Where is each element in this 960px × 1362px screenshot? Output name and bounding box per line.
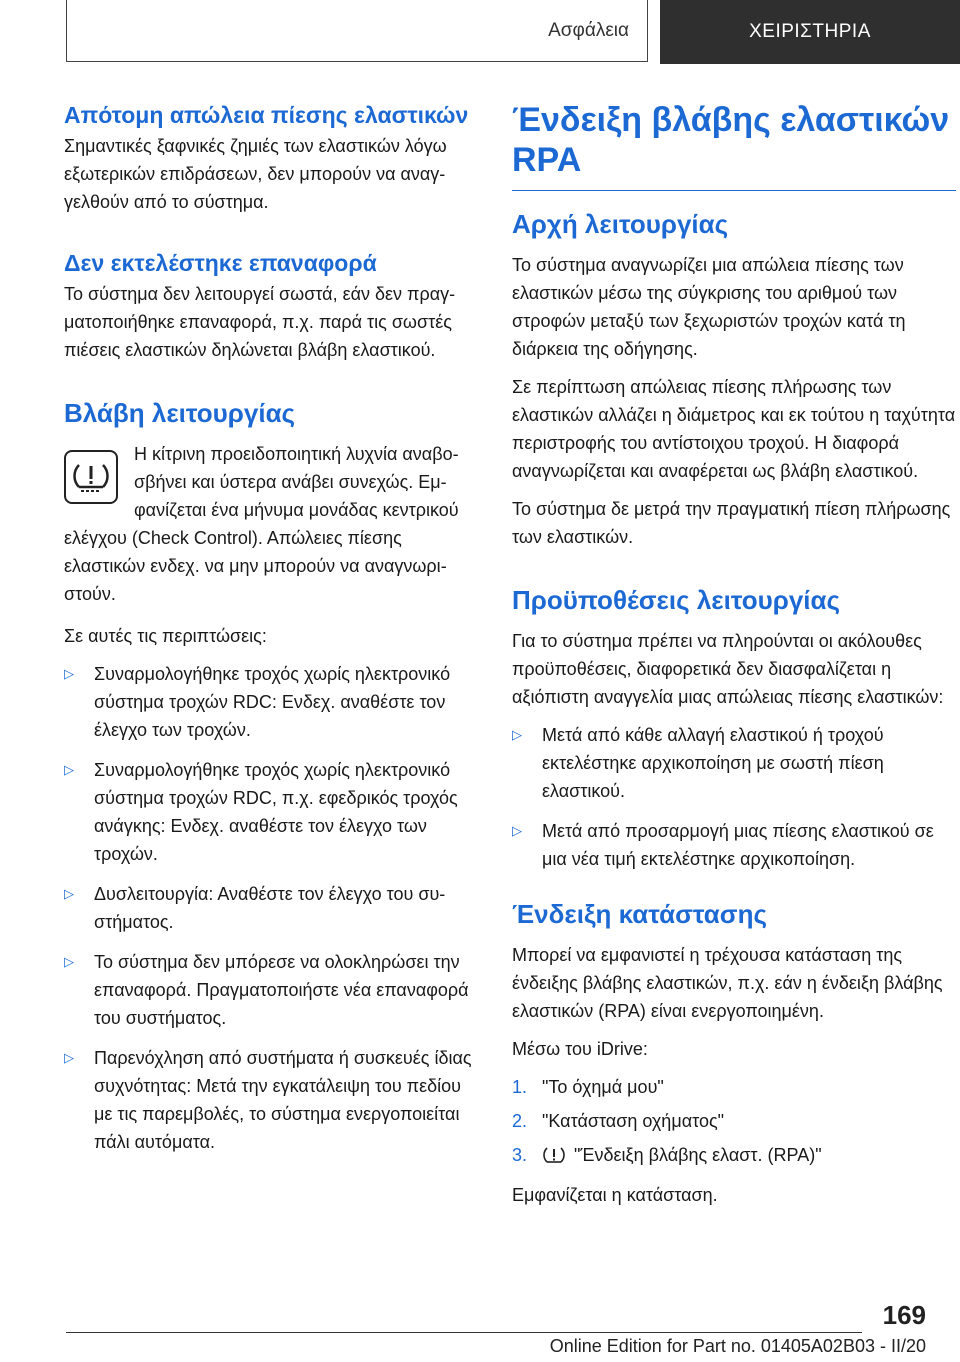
- warning-block: [64, 440, 476, 608]
- paragraph: Σε περίπτωση απώλειας πίεσης πλήρωσης των ελαστικών αλλάζει η διάμετρος και εκ τούτου η ταχύτητα περιστροφής του αντίστοιχου τροχού. Η διαφορά αναγνωρίζεται και αναφέρεται ως βλάβη ελαστικού.: [512, 377, 956, 481]
- heading-status-display: Ένδειξη κατάστασης: [512, 899, 767, 929]
- page-number: 169: [882, 1300, 926, 1330]
- triangle-bullet-icon: ▷: [64, 886, 74, 901]
- paragraph: Το σύστημα δε μετρά την πραγματική πίεση πλήρωσης των ελαστικών.: [512, 499, 951, 547]
- paragraph: Η κίτρινη προειδοποιητική λυχνία αναβοσβήνει και ύστερα ανάβει συνεχώς. Εμφανίζεται ένα μήνυμα μονάδας κεντρικού ελέγχου (Check Control). Απώλειες πίεσης ελαστικών ενδεχ. να μην μπορούν να αναγνωριστούν.: [64, 444, 459, 604]
- bullet-list: [512, 721, 956, 873]
- tire-pressure-warning-icon: [542, 1145, 566, 1173]
- footer-divider: [66, 1332, 862, 1333]
- paragraph: Το σύστημα δεν λειτουργεί σωστά, εάν δεν πραγματοποιήθηκε επαναφορά, π.χ. παρά τις σωστές πιέσεις ελαστικών δηλώνεται βλάβη ελαστικού.: [64, 284, 456, 360]
- right-column: [512, 100, 956, 1219]
- heading-no-reset: Δεν εκτελέστηκε επαναφορά: [64, 250, 377, 276]
- tire-pressure-warning-icon: [64, 450, 118, 504]
- list-item: 3. "Ένδειξη βλάβης ελαστ. (RPA)": [512, 1141, 956, 1173]
- list-item: ▷ Παρενόχληση από συστήματα ή συσκευές ίδιας συχνότητας: Μετά την εγκατάλειψη του πεδίου με τις παρεμβολές, το σύστημα ενεργοποιείται πάλι αυτόματα.: [64, 1044, 476, 1156]
- heading-conditions: Προϋποθέσεις λειτουργίας: [512, 585, 841, 615]
- triangle-bullet-icon: ▷: [64, 666, 74, 681]
- chapter-title: ΧΕΙΡΙΣΤΗΡΙΑ: [660, 0, 960, 64]
- heading-principle: Αρχή λειτουργίας: [512, 209, 729, 239]
- list-item: ▷ Το σύστημα δεν μπόρεσε να ολοκληρώσει την επαναφορά. Πραγματοποιήστε νέα επαναφορά του συστήματος.: [64, 948, 476, 1032]
- left-column: [64, 100, 476, 1168]
- list-item: ▷ Μετά από κάθε αλλαγή ελαστικού ή τροχού εκτελέστηκε αρχικοποίηση με σωστή πίεση ελαστικού.: [512, 721, 956, 805]
- list-item: 2. "Κατάσταση οχήματος": [512, 1111, 725, 1131]
- triangle-bullet-icon: ▷: [64, 954, 74, 969]
- page-header: [66, 0, 960, 64]
- list-item: ▷ Μετά από προσαρμογή μιας πίεσης ελαστικού σε μια νέα τιμή εκτελέστηκε αρχικοποίηση.: [512, 817, 956, 873]
- divider: [512, 190, 956, 191]
- triangle-bullet-icon: ▷: [512, 727, 522, 742]
- list-item: ▷ Δυσλειτουργία: Αναθέστε τον έλεγχο του συστήματος.: [64, 880, 476, 936]
- footer-edition: Online Edition for Part no. 01405A02B03 - II/20: [549, 1336, 926, 1356]
- triangle-bullet-icon: ▷: [512, 823, 522, 838]
- heading-sudden-pressure-loss: Απότομη απώλεια πίεσης ελαστικών: [64, 102, 469, 128]
- paragraph: Σημαντικές ξαφνικές ζημιές των ελαστικών λόγω εξωτερικών επιδράσεων, δεν μπορούν να αναγγελθούν από το σύστημα.: [64, 136, 447, 212]
- triangle-bullet-icon: ▷: [64, 762, 74, 777]
- bullet-list: [64, 660, 476, 1156]
- paragraph: Για το σύστημα πρέπει να πληρούνται οι ακόλουθες προϋποθέσεις, διαφορετικά δεν διασφαλίζεται η αξιόπιστη αναγγελία μιας απώλειας πίεσης ελαστικών:: [512, 631, 944, 707]
- triangle-bullet-icon: ▷: [64, 1050, 74, 1065]
- heading-rpa: Ένδειξη βλάβης ελαστικών RPA: [512, 101, 950, 179]
- paragraph: Μέσω του iDrive:: [512, 1039, 648, 1059]
- list-item: ▷ Συναρμολογήθηκε τροχός χωρίς ηλεκτρονικό σύστημα τροχών RDC, π.χ. εφεδρικός τροχός ανάγκης: Ενδεχ. αναθέστε τον έλεγχο των τροχών.: [64, 756, 476, 868]
- paragraph: Σε αυτές τις περιπτώσεις:: [64, 626, 267, 646]
- paragraph: Το σύστημα αναγνωρίζει μια απώλεια πίεσης των ελαστικών μέσω της σύγκρισης του αριθμού των στροφών μεταξύ των ξεχωριστών τροχών κατά τη διάρκεια της οδήγησης.: [512, 255, 906, 359]
- heading-malfunction: Βλάβη λειτουργίας: [64, 398, 296, 428]
- paragraph: Μπορεί να εμφανιστεί η τρέχουσα κατάσταση της ένδειξης βλάβης ελαστικών, π.χ. εάν η ένδειξη βλάβης ελαστικών (RPA) είναι ενεργοποιημένη.: [512, 945, 943, 1021]
- list-item: 1. "Το όχημά μου": [512, 1077, 664, 1097]
- paragraph: Εμφανίζεται η κατάσταση.: [512, 1185, 718, 1205]
- list-item: ▷ Συναρμολογήθηκε τροχός χωρίς ηλεκτρονικό σύστημα τροχών RDC: Ενδεχ. αναθέστε τον έλεγχο των τροχών.: [64, 660, 476, 744]
- section-title: Ασφάλεια: [66, 0, 648, 62]
- step-list: [512, 1073, 956, 1173]
